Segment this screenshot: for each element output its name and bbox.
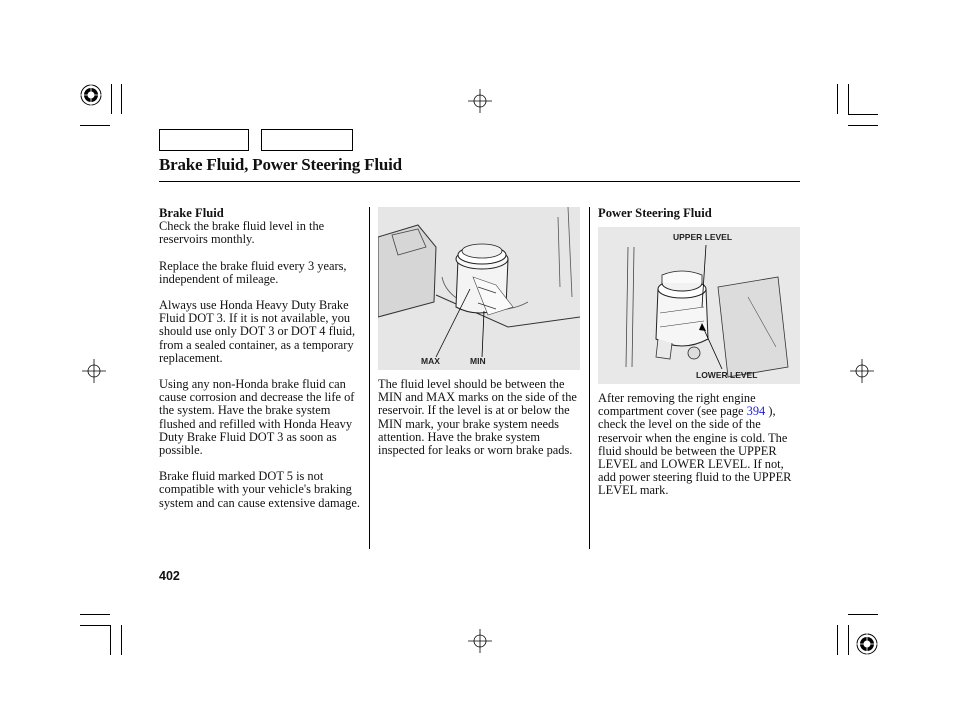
brake-fluid-column	[159, 207, 365, 523]
brake-figure-caption-column	[378, 378, 584, 470]
crosshair-icon	[850, 359, 874, 383]
power-steering-text-start: After removing the right engine compartment cover (see page	[598, 391, 756, 419]
page-number: 402	[159, 569, 180, 583]
brake-fluid-paragraph: Brake fluid marked DOT 5 is not compatible with your vehicle's braking system and can cause extensive damage.	[159, 469, 360, 510]
brake-fluid-paragraph: Check the brake fluid level in the reservoirs monthly.	[159, 219, 325, 247]
power-steering-text-column	[598, 392, 804, 511]
page-title: Brake Fluid, Power Steering Fluid	[159, 155, 402, 174]
lower-level-label: LOWER LEVEL	[696, 370, 758, 380]
crosshair-icon	[82, 359, 106, 383]
power-steering-heading: Power Steering Fluid	[598, 206, 712, 220]
power-steering-text-end: ), check the level on the side of the reservoir when the engine is cold. The fluid should be between the UPPER LEVEL and LOWER LEVEL. If not, add power steering fluid to the UPPER LEVEL mark.	[598, 404, 792, 498]
brake-figure-caption: The fluid level should be between the MIN and MAX marks on the side of the reservoir. If the level is at or below the MIN mark, your brake system needs attention. Have the brake system inspected for leaks or worn brake pads.	[378, 377, 577, 458]
registration-target-icon	[856, 633, 878, 655]
brake-fluid-heading: Brake Fluid	[159, 206, 224, 220]
max-label: MAX	[421, 356, 440, 366]
power-steering-paragraph	[598, 392, 804, 498]
column-divider	[369, 207, 370, 549]
brake-fluid-paragraph: Always use Honda Heavy Duty Brake Fluid DOT 3. If it is not available, you should use only DOT 3 or DOT 4 fluid, from a sealed container, as a temporary replacement.	[159, 298, 356, 365]
nav-tab-box[interactable]	[159, 129, 249, 151]
upper-level-label: UPPER LEVEL	[673, 232, 733, 242]
min-label: MIN	[470, 356, 486, 366]
power-steering-figure	[598, 227, 800, 384]
title-rule	[159, 181, 800, 182]
nav-tab-box[interactable]	[261, 129, 353, 151]
power-steering-reservoir-illustration	[598, 227, 800, 384]
page-reference-link[interactable]: 394	[746, 404, 766, 419]
crosshair-icon	[468, 629, 492, 653]
crosshair-icon	[468, 89, 492, 113]
registration-target-icon	[80, 84, 102, 106]
column-divider	[589, 207, 590, 549]
brake-fluid-paragraph: Using any non-Honda brake fluid can cause corrosion and decrease the life of the system. Have the brake system flushed and refilled with Honda Heavy Duty Brake Fluid DOT 3 as soon as possible.	[159, 377, 355, 458]
brake-reservoir-figure	[378, 207, 580, 370]
power-steering-column	[598, 207, 804, 220]
brake-fluid-paragraph: Replace the brake fluid every 3 years, independent of mileage.	[159, 258, 347, 286]
brake-reservoir-illustration	[378, 207, 580, 370]
